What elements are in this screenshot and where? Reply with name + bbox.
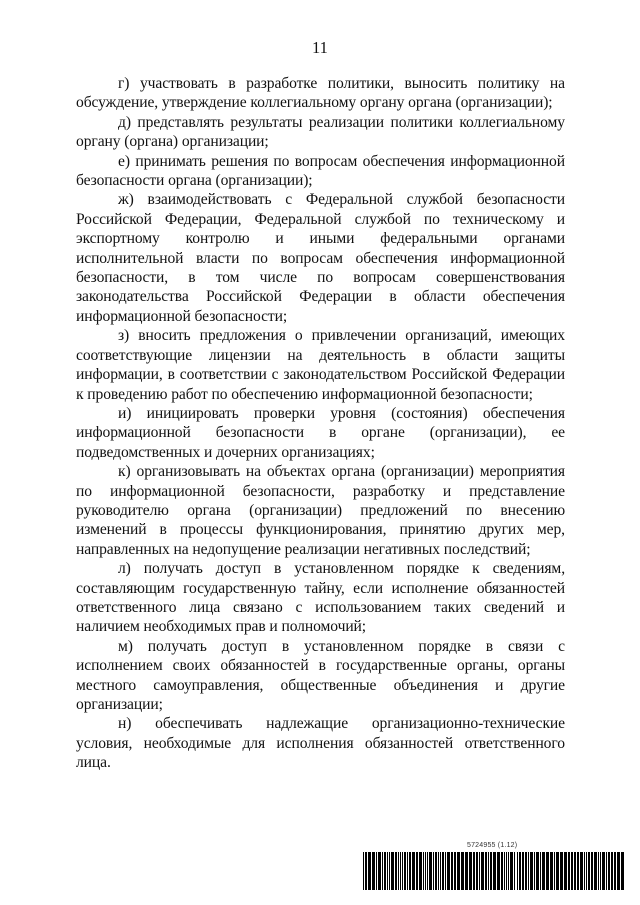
barcode-block: [363, 842, 625, 892]
paragraph-z: з) вносить предложения о привлечении организаций, имеющих соответствующие лицензии на деятельность в области защиты информации, в соответствии с законодательством Российской Федерации к проведению работ по обеспечению информационной безопасности;: [76, 327, 565, 403]
barcode-id-text: 5724955 (1.12): [467, 842, 518, 849]
paragraph-d: д) представлять результаты реализации политики коллегиальному органу (органа) организации;: [76, 113, 565, 151]
paragraph-i: и) инициировать проверки уровня (состояния) обеспечения информационной безопасности в органе (организации), ее подведомственных и дочерних организациях;: [76, 404, 565, 461]
paragraph-g: г) участвовать в разработке политики, выносить политику на обсуждение, утверждение коллегиальному органу органа (организации);: [76, 75, 565, 112]
document-body: [76, 74, 565, 773]
page-number: 11: [312, 38, 328, 57]
paragraph-k: к) организовывать на объектах органа (организации) мероприятия по информационной безопасности, разработку и представление руководителю органа (организации) предложений по внесению изменений в процессы функционирования, принятию других мер, направленных на недопущение реализации негативных последствий;: [76, 463, 565, 558]
barcode-icon: [363, 852, 625, 890]
paragraph-l: л) получать доступ в установленном порядке к сведениям, составляющим государственную тайну, если исполнение обязанностей ответственного лица связано с использованием таких сведений и наличием необходимых прав и полномочий;: [76, 560, 565, 636]
paragraph-e: е) принимать решения по вопросам обеспечения информационной безопасности органа (организации);: [76, 152, 565, 190]
paragraph-m: м) получать доступ в установленном порядке в связи с исполнением своих обязанностей в государственные органы, органы местного самоуправления, общественные объединения и другие организации;: [76, 637, 565, 713]
paragraph-n: н) обеспечивать надлежащие организационно-технические условия, необходимые для исполнения обязанностей ответственного лица.: [76, 715, 565, 772]
paragraph-zh: ж) взаимодействовать с Федеральной службой безопасности Российской Федерации, Федеральной службой по техническому и экспортному контролю и иными федеральными органами исполнительной власти по вопросам обеспечения информационной безопасности, в том числе по вопросам совершенствования законодательства Российской Федерации в области обеспечения информационной безопасности;: [76, 191, 565, 325]
